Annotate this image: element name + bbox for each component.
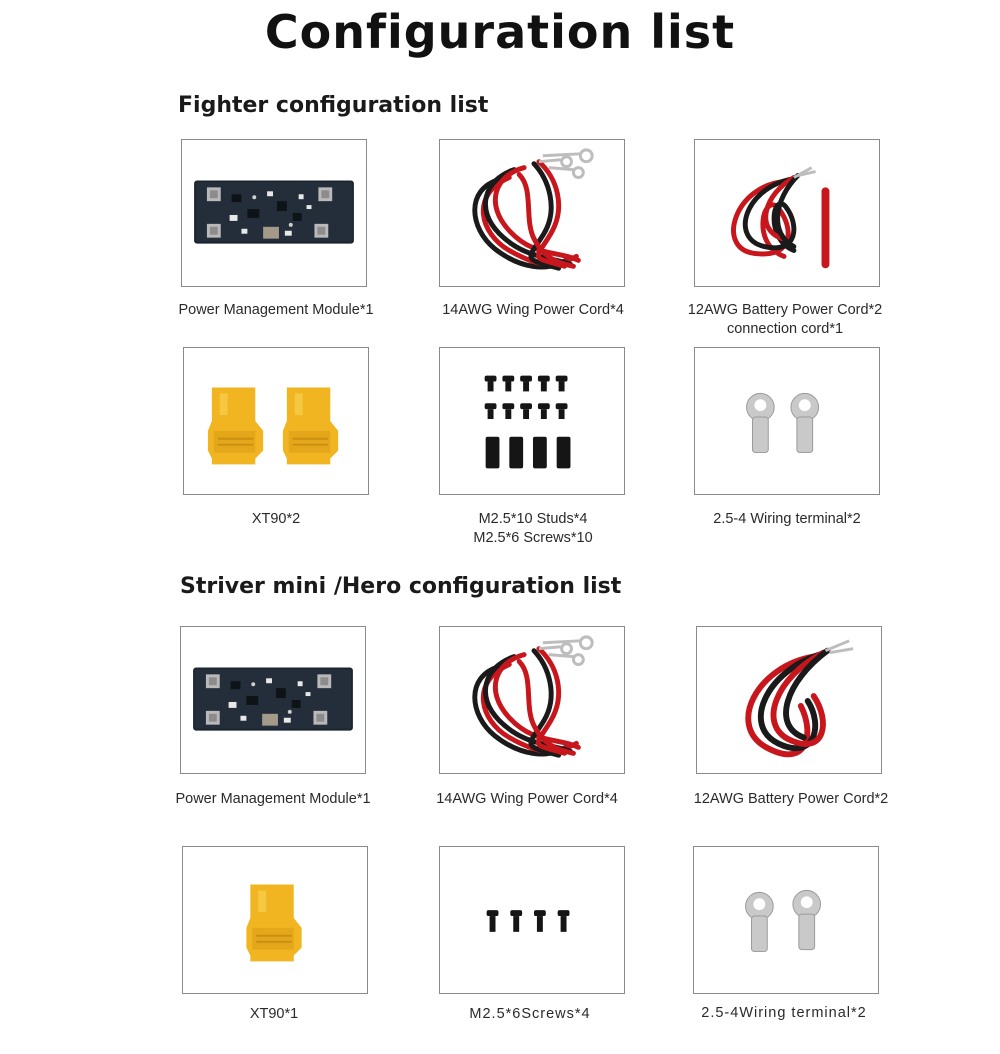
screws-icon (440, 847, 624, 993)
wiring-terminal-icon (695, 348, 879, 494)
section-heading-fighter: Fighter configuration list (178, 93, 489, 118)
section-heading-striver-hero: Striver mini /Hero configuration list (180, 574, 622, 599)
power-management-module-image (180, 626, 366, 774)
xt90-connector-image (183, 347, 369, 495)
wing-power-cord-image (439, 626, 625, 774)
page-title: Configuration list (264, 5, 736, 59)
caption-power-management-module: Power Management Module*1 (178, 302, 374, 318)
caption-wiring-terminal: 2.5-4 Wiring terminal*2 (713, 511, 861, 527)
xt90-connector-icon (183, 847, 367, 993)
xt90-connector-icon (184, 348, 368, 494)
screws-studs-icon (440, 348, 624, 494)
battery-power-cord-icon (695, 140, 879, 286)
battery-power-cord-image (696, 626, 882, 774)
wiring-terminal-icon (694, 847, 878, 993)
pcb-board-icon (181, 627, 365, 773)
power-management-module-image (181, 139, 367, 287)
xt90-connector-image (182, 846, 368, 994)
studs-screws-image (439, 347, 625, 495)
caption-xt90: XT90*1 (249, 1006, 299, 1022)
battery-power-cord-image (694, 139, 880, 287)
wing-power-cord-icon (440, 627, 624, 773)
caption-wiring-terminal: 2.5-4Wiring terminal*2 (701, 1005, 867, 1021)
caption-studs-screws: M2.5*10 Studs*4 M2.5*6 Screws*10 (473, 511, 593, 546)
wiring-terminal-image (694, 347, 880, 495)
caption-battery-power-cord: 12AWG Battery Power Cord*2 (693, 791, 889, 807)
wing-power-cord-icon (440, 140, 624, 286)
wiring-terminal-image (693, 846, 879, 994)
wing-power-cord-image (439, 139, 625, 287)
caption-xt90: XT90*2 (251, 511, 301, 527)
battery-power-cord-icon (697, 627, 881, 773)
caption-screws: M2.5*6Screws*4 (469, 1006, 591, 1022)
caption-wing-power-cord: 14AWG Wing Power Cord*4 (442, 302, 624, 318)
caption-battery-power-cord: 12AWG Battery Power Cord*2 connection cord*1 (687, 302, 883, 337)
caption-wing-power-cord: 14AWG Wing Power Cord*4 (436, 791, 618, 807)
pcb-board-icon (182, 140, 366, 286)
screws-image (439, 846, 625, 994)
caption-power-management-module: Power Management Module*1 (175, 791, 371, 807)
